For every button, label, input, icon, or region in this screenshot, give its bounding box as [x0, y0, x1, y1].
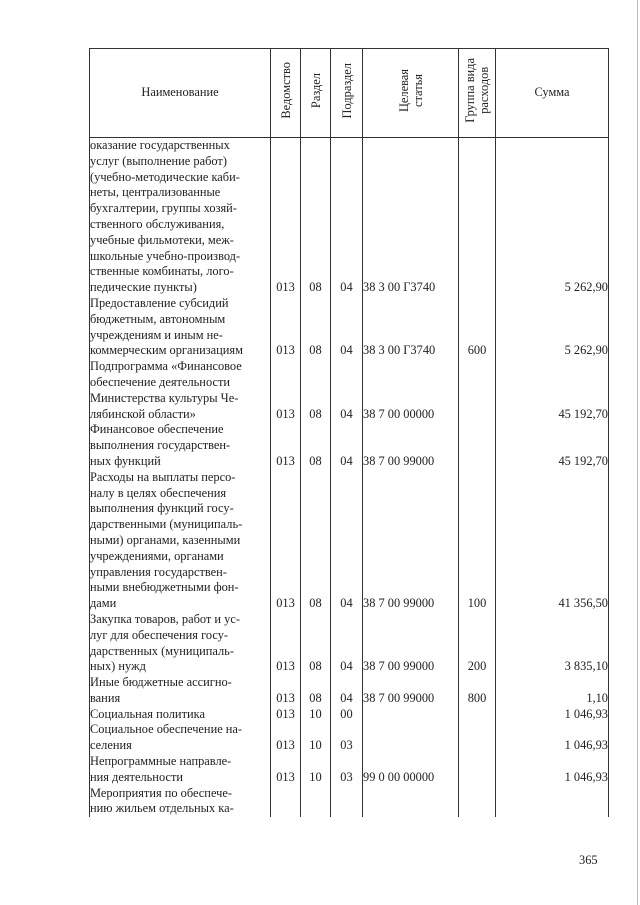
cell-name: [90, 470, 271, 612]
cell-target-article: [363, 722, 459, 754]
cell-department: 013: [271, 675, 301, 707]
cell-amount: 1,10: [496, 675, 609, 707]
cell-subsection: 04: [331, 138, 363, 296]
table-row: [90, 786, 609, 818]
cell-name-line: учебные фильмотеки, меж-: [90, 232, 234, 247]
cell-name-line: обеспечение деятельности: [90, 374, 230, 389]
cell-department: 013: [271, 422, 301, 469]
cell-name: [90, 612, 271, 675]
cell-name-line: Закупка товаров, работ и ус-: [90, 611, 240, 626]
cell-section: 10: [301, 707, 331, 723]
cell-department: 013: [271, 138, 301, 296]
header-department: [271, 49, 301, 138]
cell-expense-group: [459, 138, 496, 296]
cell-name-line: услуг (выполнение работ): [90, 153, 227, 168]
cell-name-line: выполнения функций госу-: [90, 501, 234, 516]
cell-target-article: 38 7 00 99000: [363, 675, 459, 707]
header-expense-group-line-1: Группа вида: [463, 58, 477, 123]
cell-target-article: 38 7 00 99000: [363, 422, 459, 469]
cell-section: [301, 786, 331, 818]
cell-name-line: ственного обслуживания,: [90, 216, 225, 231]
cell-target-article: [363, 786, 459, 818]
cell-expense-group: 600: [459, 296, 496, 359]
cell-name-line: нию жильем отдельных ка-: [90, 801, 234, 816]
cell-name-line: дарственных (муниципаль-: [90, 643, 234, 658]
cell-section: 10: [301, 722, 331, 754]
cell-department: 013: [271, 722, 301, 754]
cell-name-line: коммерческим организациям: [90, 343, 243, 358]
cell-expense-group: 100: [459, 470, 496, 612]
cell-name-line: ния деятельности: [90, 769, 183, 784]
cell-name: [90, 754, 271, 786]
cell-name-line: Непрограммные направле-: [90, 754, 232, 769]
cell-section: 08: [301, 138, 331, 296]
cell-name-line: ными) органами, казенными: [90, 532, 241, 547]
cell-expense-group: [459, 786, 496, 818]
cell-subsection: 04: [331, 675, 363, 707]
cell-name-line: бухгалтерии, группы хозяй-: [90, 201, 237, 216]
table-row: [90, 422, 609, 469]
header-subsection-label: Подраздел: [339, 62, 354, 119]
cell-name-line: школьные учебно-производ-: [90, 248, 241, 263]
cell-target-article: 38 3 00 Г3740: [363, 138, 459, 296]
cell-name-line: педические пункты): [90, 280, 197, 295]
cell-name-line: лябинской области»: [90, 406, 196, 421]
cell-expense-group: [459, 359, 496, 422]
cell-name-line: оказание государственных: [90, 138, 230, 152]
cell-section: 08: [301, 612, 331, 675]
header-expense-group-label: [463, 58, 491, 123]
table-row: [90, 722, 609, 754]
table-row: [90, 470, 609, 612]
cell-name-line: ных функций: [90, 453, 161, 468]
header-target-article-line-2: статья: [410, 74, 425, 108]
cell-name-line: Социальное обеспечение на-: [90, 722, 243, 737]
cell-section: 08: [301, 675, 331, 707]
cell-department: 013: [271, 754, 301, 786]
cell-name-line: налу в целях обеспечения: [90, 485, 227, 500]
table-row: [90, 707, 609, 723]
header-target-article: [363, 49, 459, 138]
cell-name: [90, 675, 271, 707]
cell-target-article: [363, 707, 459, 723]
cell-expense-group: [459, 722, 496, 754]
cell-name-line: бюджетным, автономным: [90, 311, 226, 326]
cell-name-line: Мероприятия по обеспече-: [90, 785, 232, 800]
cell-target-article: 38 7 00 00000: [363, 359, 459, 422]
cell-expense-group: [459, 707, 496, 723]
cell-expense-group: 200: [459, 612, 496, 675]
cell-amount: 45 192,70: [496, 422, 609, 469]
cell-name-line: селения: [90, 738, 132, 753]
cell-section: 08: [301, 296, 331, 359]
cell-name-line: Министерства культуры Че-: [90, 390, 239, 405]
cell-section: 10: [301, 754, 331, 786]
cell-subsection: 03: [331, 722, 363, 754]
cell-name-line: (учебно-методические каби-: [90, 169, 240, 184]
cell-subsection: 03: [331, 754, 363, 786]
cell-target-article: 38 7 00 99000: [363, 470, 459, 612]
table-row: [90, 296, 609, 359]
table-row: [90, 675, 609, 707]
cell-section: 08: [301, 422, 331, 469]
cell-amount: 3 835,10: [496, 612, 609, 675]
cell-name-line: дарственными (муниципаль-: [90, 517, 243, 532]
cell-expense-group: [459, 422, 496, 469]
cell-target-article: 99 0 00 00000: [363, 754, 459, 786]
cell-name-line: Подпрограмма «Финансовое: [90, 359, 242, 374]
header-target-article-line-1: Целевая: [396, 69, 411, 113]
cell-name: [90, 786, 271, 818]
cell-amount: 1 046,93: [496, 707, 609, 723]
table-row: [90, 612, 609, 675]
cell-amount: [496, 786, 609, 818]
cell-name: [90, 296, 271, 359]
cell-name-line: вания: [90, 690, 121, 705]
header-subsection: [331, 49, 363, 138]
header-target-article-label: [397, 69, 425, 112]
cell-department: 013: [271, 612, 301, 675]
budget-table: [89, 48, 609, 817]
cell-name: [90, 422, 271, 469]
cell-subsection: 04: [331, 612, 363, 675]
cell-name-line: ных) нужд: [90, 659, 146, 674]
cell-name: [90, 359, 271, 422]
cell-name-line: ными внебюджетными фон-: [90, 580, 239, 595]
cell-amount: 5 262,90: [496, 296, 609, 359]
header-name: Наименование: [90, 49, 271, 138]
header-expense-group: [459, 49, 496, 138]
header-section: [301, 49, 331, 138]
table-row: [90, 754, 609, 786]
table-row: [90, 138, 609, 296]
cell-subsection: 00: [331, 707, 363, 723]
cell-subsection: [331, 786, 363, 818]
cell-subsection: 04: [331, 422, 363, 469]
cell-expense-group: [459, 754, 496, 786]
cell-name-line: Иные бюджетные ассигно-: [90, 675, 232, 690]
cell-expense-group: 800: [459, 675, 496, 707]
cell-name-line: Предоставление субсидий: [90, 295, 229, 310]
cell-name-line: Социальная политика: [90, 706, 205, 721]
cell-department: 013: [271, 359, 301, 422]
page-edge-line: [637, 0, 638, 905]
cell-name-line: учреждениям и иным не-: [90, 327, 223, 342]
cell-name-line: Расходы на выплаты персо-: [90, 469, 236, 484]
cell-name-line: неты, централизованные: [90, 185, 221, 200]
table-row: [90, 359, 609, 422]
cell-amount: 1 046,93: [496, 722, 609, 754]
cell-department: 013: [271, 470, 301, 612]
cell-amount: 41 356,50: [496, 470, 609, 612]
cell-target-article: 38 3 00 Г3740: [363, 296, 459, 359]
cell-subsection: 04: [331, 470, 363, 612]
cell-amount: 1 046,93: [496, 754, 609, 786]
cell-name: [90, 722, 271, 754]
cell-section: 08: [301, 359, 331, 422]
header-expense-group-line-2: расходов: [477, 67, 491, 115]
cell-name-line: управления государствен-: [90, 564, 227, 579]
cell-name-line: учреждениями, органами: [90, 548, 224, 563]
cell-department: 013: [271, 707, 301, 723]
page-number: 365: [579, 853, 598, 867]
table-body: [90, 138, 609, 818]
cell-department: [271, 786, 301, 818]
header-department-label: Ведомство: [278, 62, 293, 119]
header-amount: Сумма: [496, 49, 609, 138]
cell-name-line: выполнения государствен-: [90, 438, 231, 453]
cell-name-line: дами: [90, 596, 117, 611]
cell-amount: 5 262,90: [496, 138, 609, 296]
header-section-label: Раздел: [308, 73, 323, 109]
table-header-row: [90, 49, 609, 138]
cell-name: [90, 707, 271, 723]
cell-name-line: луг для обеспечения госу-: [90, 627, 229, 642]
cell-section: 08: [301, 470, 331, 612]
cell-amount: 45 192,70: [496, 359, 609, 422]
cell-name-line: Финансовое обеспечение: [90, 422, 224, 437]
cell-name: [90, 138, 271, 296]
cell-target-article: 38 7 00 99000: [363, 612, 459, 675]
cell-subsection: 04: [331, 359, 363, 422]
cell-name-line: ственные комбинаты, лого-: [90, 264, 234, 279]
cell-subsection: 04: [331, 296, 363, 359]
cell-department: 013: [271, 296, 301, 359]
